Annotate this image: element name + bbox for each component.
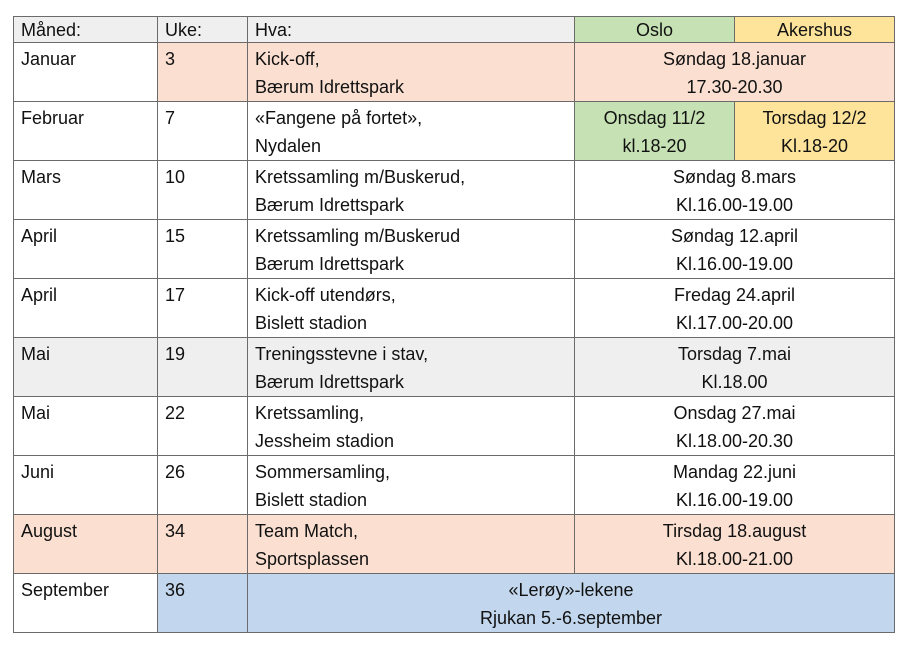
- table-row: [14, 43, 895, 102]
- what-cell: [248, 456, 575, 515]
- what-cell: [248, 220, 575, 279]
- what-line-1: Kick-off utendørs,: [255, 285, 396, 305]
- month-text: April: [21, 226, 58, 246]
- month-text: Mai: [21, 344, 51, 364]
- week-cell: [158, 102, 248, 161]
- week-text: 26: [165, 462, 186, 482]
- oslo-cell: [575, 102, 735, 161]
- when-line-1: Søndag 12.april: [670, 226, 799, 246]
- what-line-2: Bislett stadion: [255, 313, 368, 333]
- when-cell: [575, 161, 895, 220]
- when-line-2: 17.30-20.30: [686, 77, 783, 97]
- header-week: Uke:: [158, 17, 248, 43]
- header-what: Hva:: [248, 17, 575, 43]
- week-cell: [158, 43, 248, 102]
- what-cell: [248, 102, 575, 161]
- when-line-1: Søndag 18.januar: [662, 49, 807, 69]
- header-row: [14, 17, 895, 43]
- month-text: Februar: [21, 108, 85, 128]
- table-row: [14, 220, 895, 279]
- week-cell: [158, 338, 248, 397]
- month-text: Mai: [21, 403, 51, 423]
- what-line-1: Kretssamling m/Buskerud,: [255, 167, 466, 187]
- oslo-line-2: kl.18-20: [622, 136, 687, 156]
- what-line-2: Jessheim stadion: [255, 431, 395, 451]
- when-cell: [575, 279, 895, 338]
- what-cell: [248, 161, 575, 220]
- table-row: [14, 397, 895, 456]
- table-row: [14, 456, 895, 515]
- what-line-2: Bærum Idrettspark: [255, 77, 405, 97]
- table-row: [14, 279, 895, 338]
- week-text: 36: [165, 580, 186, 600]
- month-text: September: [21, 580, 110, 600]
- month-cell: [14, 338, 158, 397]
- month-cell: [14, 102, 158, 161]
- event-line-1: «Lerøy»-lekene: [508, 580, 634, 600]
- week-cell: [158, 574, 248, 633]
- month-text: Januar: [21, 49, 77, 69]
- what-line-2: Sportsplassen: [255, 549, 370, 569]
- when-cell: [575, 397, 895, 456]
- what-line-2: Bærum Idrettspark: [255, 195, 405, 215]
- table-row: [14, 515, 895, 574]
- week-text: 34: [165, 521, 186, 541]
- event-cell: [248, 574, 895, 633]
- when-cell: [575, 43, 895, 102]
- month-text: Juni: [21, 462, 55, 482]
- week-cell: [158, 515, 248, 574]
- header-oslo: Oslo: [575, 17, 735, 43]
- table-row: [14, 102, 895, 161]
- table-row: [14, 161, 895, 220]
- what-cell: [248, 515, 575, 574]
- week-text: 22: [165, 403, 186, 423]
- month-text: Mars: [21, 167, 61, 187]
- month-cell: [14, 43, 158, 102]
- when-line-1: Tirsdag 18.august: [662, 521, 807, 541]
- week-text: 7: [165, 108, 176, 128]
- what-line-2: Nydalen: [255, 136, 322, 156]
- header-month: Måned:: [14, 17, 158, 43]
- week-cell: [158, 220, 248, 279]
- when-line-2: Kl.18.00-21.00: [675, 549, 794, 569]
- week-text: 19: [165, 344, 186, 364]
- week-cell: [158, 161, 248, 220]
- when-line-2: Kl.16.00-19.00: [675, 254, 794, 274]
- what-line-1: Kretssamling m/Buskerud: [255, 226, 461, 246]
- when-line-2: Kl.16.00-19.00: [675, 490, 794, 510]
- month-text: April: [21, 285, 58, 305]
- table-row: [14, 338, 895, 397]
- what-line-1: «Fangene på fortet»,: [255, 108, 423, 128]
- what-line-2: Bærum Idrettspark: [255, 254, 405, 274]
- month-cell: [14, 456, 158, 515]
- what-line-1: Treningsstevne i stav,: [255, 344, 429, 364]
- what-line-1: Kick-off,: [255, 49, 320, 69]
- when-cell: [575, 515, 895, 574]
- when-line-2: Kl.17.00-20.00: [675, 313, 794, 333]
- oslo-line-1: Onsdag 11/2: [603, 108, 706, 128]
- month-text: August: [21, 521, 78, 541]
- what-cell: [248, 279, 575, 338]
- akershus-cell: [735, 102, 895, 161]
- header-akershus: Akershus: [735, 17, 895, 43]
- when-line-1: Mandag 22.juni: [672, 462, 797, 482]
- when-line-2: Kl.18.00-20.30: [675, 431, 794, 451]
- week-text: 3: [165, 49, 176, 69]
- when-cell: [575, 220, 895, 279]
- what-line-1: Sommersamling,: [255, 462, 391, 482]
- what-line-2: Bislett stadion: [255, 490, 368, 510]
- when-line-1: Onsdag 27.mai: [673, 403, 796, 423]
- when-line-1: Fredag 24.april: [673, 285, 796, 305]
- week-text: 15: [165, 226, 186, 246]
- what-cell: [248, 43, 575, 102]
- week-text: 17: [165, 285, 186, 305]
- when-line-1: Søndag 8.mars: [672, 167, 797, 187]
- month-cell: [14, 397, 158, 456]
- what-line-1: Team Match,: [255, 521, 359, 541]
- when-line-1: Torsdag 7.mai: [677, 344, 792, 364]
- akershus-line-1: Torsdag 12/2: [762, 108, 867, 128]
- month-cell: [14, 161, 158, 220]
- month-cell: [14, 515, 158, 574]
- schedule-table: [13, 16, 895, 633]
- when-cell: [575, 456, 895, 515]
- what-line-1: Kretssamling,: [255, 403, 365, 423]
- month-cell: [14, 220, 158, 279]
- when-line-2: Kl.16.00-19.00: [675, 195, 794, 215]
- akershus-line-2: Kl.18-20: [780, 136, 849, 156]
- month-cell: [14, 279, 158, 338]
- month-cell: [14, 574, 158, 633]
- week-cell: [158, 279, 248, 338]
- table-row: [14, 574, 895, 633]
- week-cell: [158, 397, 248, 456]
- event-line-2: Rjukan 5.-6.september: [479, 608, 663, 628]
- when-cell: [575, 338, 895, 397]
- week-text: 10: [165, 167, 186, 187]
- what-cell: [248, 397, 575, 456]
- what-line-2: Bærum Idrettspark: [255, 372, 405, 392]
- week-cell: [158, 456, 248, 515]
- when-line-2: Kl.18.00: [701, 372, 768, 392]
- what-cell: [248, 338, 575, 397]
